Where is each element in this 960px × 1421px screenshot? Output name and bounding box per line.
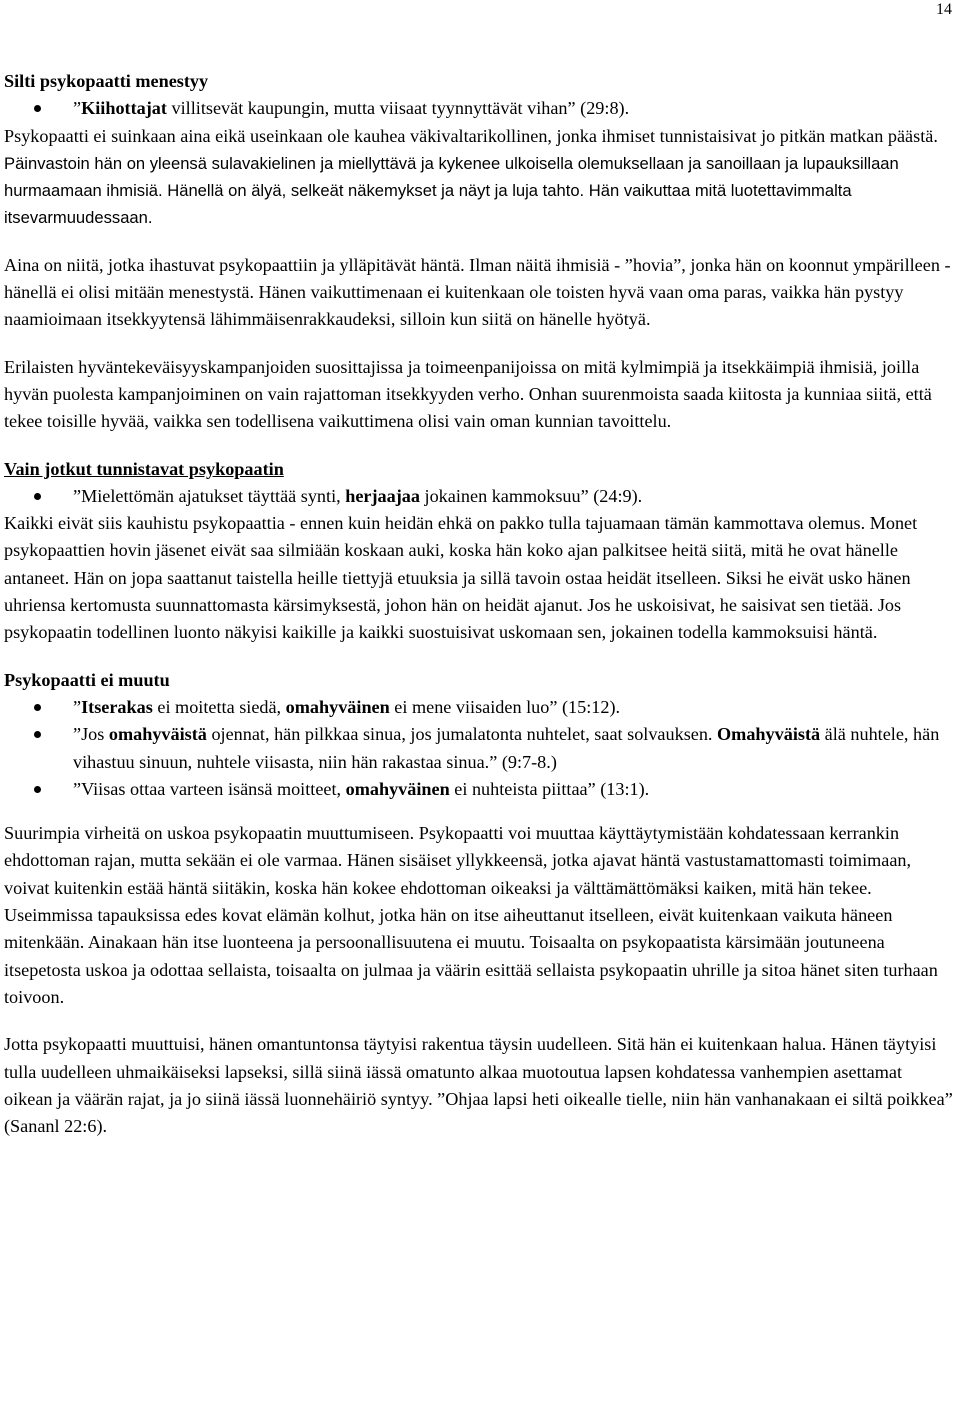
emphasis: Kiihottajat (81, 98, 167, 119)
quote-item: ”Itserakas ei moitetta siedä, omahyväinen ei mene viisaiden luo” (15:12). (4, 694, 954, 721)
paragraph: Aina on niitä, jotka ihastuvat psykopaattiin ja ylläpitävät häntä. Ilman näitä ihmisiä - ”hovia”, jonka hän on koonnut ympärilleen - hänellä ei olisi mitään menestystä. Hänen vaikuttimenaan ei kuitenkaan ole toisten hyvä vaan oma paras, vaikka hän pystyy naamioimaan itsekkyytensä lähimmäisenrakkaudeksi, silloin kun siitä on hänelle hyötyä. (4, 254, 951, 330)
bullet-icon (34, 731, 41, 738)
bullet-icon (34, 493, 41, 500)
paragraph: Suurimpia virheitä on uskoa psykopaatin muuttumiseen. Psykopaatti voi muuttaa käyttäytymistään kohdatessaan kerrankin ehdottoman rajan, mutta sekään ei ole varmaa. Hänen sisäiset yllykkeensä, jotka ajavat häntä vastustamattomasti toimimaan, voivat kuitenkin estää häntä siitäkin, koska hän kokee ehdottoman oikeaksi ja välttämättömäksi kaiken, mitä hän tekee. Useimmissa tapauksissa edes kovat elämän kolhut, jotka hän on itse aiheuttanut itselleen, eivät kuitenkaan vaikuta häneen mitenkään. Ainakaan hän itse luonteena ja persoonallisuutena ei muutu. Toisaalta on psykopaatista kärsimään joutuneena itsepetosta uskoa ja odottaa sellaista, toisaalta on julmaa ja väärin esittää sellaista psykopaatin uhrille ja sitoa hänet siten turhaan toivoon. (4, 823, 938, 1007)
quote-list (4, 483, 954, 510)
quote-item: ”Jos omahyväistä ojennat, hän pilkkaa sinua, jos jumalatonta nuhtelet, saat solvauksen. Omahyväistä älä nuhtele, hän vihastuu sinuun, nuhtele viisasta, niin hän rakastaa sinua.” (9:7-8.) (4, 721, 954, 776)
quote-list (4, 95, 954, 122)
bullet-icon (34, 786, 41, 793)
document-body (4, 68, 954, 1140)
emphasis: omahyväinen (285, 696, 390, 717)
emphasis: Itserakas (81, 696, 153, 717)
paragraph: Kaikki eivät siis kauhistu psykopaattia - ennen kuin heidän ehkä on pakko tulla tajuamaan tämän kammottava olemus. Monet psykopaattien hovin jäsenet eivät saa silmiään koskaan auki, koska hän koko ajan palkitsee heitä siitä, mitä he ovat hänelle antaneet. Hän on jopa saattanut taistella heille tiettyjä etuuksia ja sillä tavoin ostaa heidät itselleen. Siksi he eivät usko hänen uhriensa kertomusta suunnattomasta kärsimyksestä, johon hän on heidät ajanut. Jos he uskoisivat, he saisivat sen tietää. Jos psykopaatin todellinen luonto näkyisi kaikille ja kaikki suostuisivat uskomaan sen, jokainen todella kammoksuisi häntä. (4, 513, 918, 643)
paragraph: Psykopaatti ei suinkaan aina eikä useinkaan ole kauhea väkivaltarikollinen, jonka ihmiset tunnistaisivat jo pitkän matkan päästä. Päinvastoin hän on yleensä sulavakielinen ja miellyttävä ja kykenee ulkoisella olemuksellaan ja sanoillaan ja lupauksillaan hurmaamaan ihmisiä. Hänellä on älyä, selkeät näkemykset ja näyt ja luja tahto. Hän vaikuttaa mitä luotettavimmalta itsevarmuudessaan. (4, 125, 938, 228)
bullet-icon (34, 704, 41, 711)
section-heading-menestyy: Silti psykopaatti menestyy (4, 71, 209, 91)
emphasis: Omahyväistä (717, 724, 821, 745)
emphasis: omahyväinen (345, 778, 450, 799)
emphasis: omahyväistä (108, 724, 207, 745)
quote-item: ”Viisas ottaa varteen isänsä moitteet, omahyväinen ei nuhteista piittaa” (13:1). (4, 776, 954, 803)
emphasis: herjaajaa (345, 485, 420, 506)
quote-list (4, 694, 954, 803)
quote-item: ”Kiihottajat villitsevät kaupungin, mutta viisaat tyynnyttävät vihan” (29:8). (4, 95, 954, 122)
section-heading-tunnistavat: Vain jotkut tunnistavat psykopaatin (4, 458, 284, 479)
section-heading-ei-muutu: Psykopaatti ei muutu (4, 669, 170, 690)
bullet-icon (34, 105, 41, 112)
paragraph: Jotta psykopaatti muuttuisi, hänen omantuntonsa täytyisi rakentua täysin uudelleen. Sitä hän ei kuitenkaan halua. Hänen täytyisi tulla uudelleen uhmaikäiseksi lapseksi, sillä siinä iässä omatunto alkaa muotoutua lapsen kohdatessa vanhempien asettamat oikean ja väärän rajat, ja jo siinä iässä luonnehäiriö syntyy. ”Ohjaa lapsi heti oikealle tielle, niin hän vanhanakaan ei siltä poikkea” (Sananl 22:6). (4, 1034, 953, 1137)
page-number: 14 (936, 1, 952, 18)
paragraph: Erilaisten hyväntekeväisyyskampanjoiden suosittajissa ja toimeenpanijoissa on mitä kylmimpiä ja itsekkäimpiä ihmisiä, joilla hyvän puolesta kampanjoiminen on vain rajattoman itsekkyyden verho. Onhan suurenmoista saada kiitosta ja kunniaa siitä, että tekee toisille hyvää, vaikka sen todellisena vaikuttimena olisi vain oman kunnian tavoittelu. (4, 356, 932, 432)
quote-item: ”Mielettömän ajatukset täyttää synti, herjaajaa jokainen kammoksuu” (24:9). (4, 483, 954, 510)
